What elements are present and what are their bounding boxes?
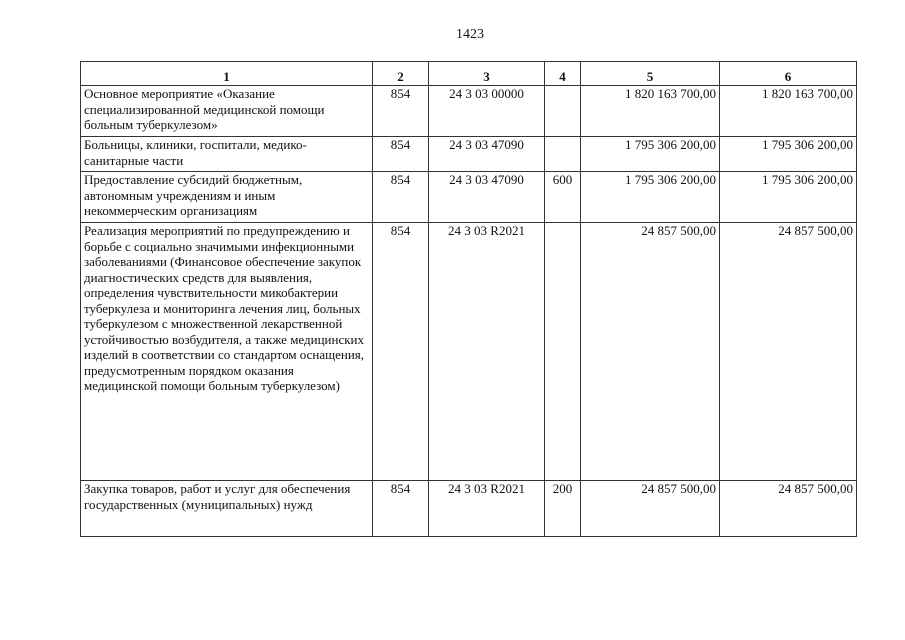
row-ministry: 854 (373, 137, 429, 172)
row-amount-year2: 1 795 306 200,00 (720, 172, 857, 223)
row-amount-year1: 24 857 500,00 (581, 481, 720, 537)
row-expense-type (545, 223, 581, 481)
row-amount-year1: 1 820 163 700,00 (581, 86, 720, 137)
row-name: Реализация мероприятий по предупреждению и борьбе с социально значимыми инфекционными заболеваниями (Финансовое обеспечение закупок диагностических средств для выявления, определения чувствительности микобактерии туберкулеза и мониторинга лечения лиц, больных туберкулезом с множественной лекарственной устойчивостью возбудителя, а также медицинских изделий в соответствии со стандартом оснащения, предусмотренным порядком оказания медицинской помощи больным туберкулезом) (81, 223, 373, 481)
row-expense-type (545, 86, 581, 137)
table-header-row (81, 62, 857, 86)
row-amount-year1: 1 795 306 200,00 (581, 137, 720, 172)
row-target-article: 24 3 03 R2021 (429, 223, 545, 481)
column-header-6: 6 (720, 62, 857, 86)
row-expense-type: 200 (545, 481, 581, 537)
row-target-article: 24 3 03 00000 (429, 86, 545, 137)
column-header-2: 2 (373, 62, 429, 86)
row-name: Предоставление субсидий бюджетным, автономным учреждениям и иным некоммерческим организациям (81, 172, 373, 223)
row-ministry: 854 (373, 86, 429, 137)
table-row (81, 481, 857, 537)
table-row (81, 86, 857, 137)
row-amount-year2: 1 820 163 700,00 (720, 86, 857, 137)
row-target-article: 24 3 03 47090 (429, 137, 545, 172)
table-row (81, 172, 857, 223)
row-name: Больницы, клиники, госпитали, медико-санитарные части (81, 137, 373, 172)
column-header-4: 4 (545, 62, 581, 86)
row-amount-year1: 1 795 306 200,00 (581, 172, 720, 223)
row-name: Основное мероприятие «Оказание специализированной медицинской помощи больным туберкулезом» (81, 86, 373, 137)
row-ministry: 854 (373, 172, 429, 223)
column-header-1: 1 (81, 62, 373, 86)
column-header-3: 3 (429, 62, 545, 86)
row-amount-year2: 1 795 306 200,00 (720, 137, 857, 172)
row-target-article: 24 3 03 R2021 (429, 481, 545, 537)
budget-table (80, 61, 857, 537)
row-amount-year2: 24 857 500,00 (720, 223, 857, 481)
row-amount-year1: 24 857 500,00 (581, 223, 720, 481)
row-name: Закупка товаров, работ и услуг для обеспечения государственных (муниципальных) нужд (81, 481, 373, 537)
table-row (81, 223, 857, 481)
column-header-5: 5 (581, 62, 720, 86)
row-ministry: 854 (373, 481, 429, 537)
row-expense-type (545, 137, 581, 172)
row-amount-year2: 24 857 500,00 (720, 481, 857, 537)
table-row (81, 137, 857, 172)
row-target-article: 24 3 03 47090 (429, 172, 545, 223)
page-number: 1423 (456, 27, 484, 42)
row-ministry: 854 (373, 223, 429, 481)
row-expense-type: 600 (545, 172, 581, 223)
